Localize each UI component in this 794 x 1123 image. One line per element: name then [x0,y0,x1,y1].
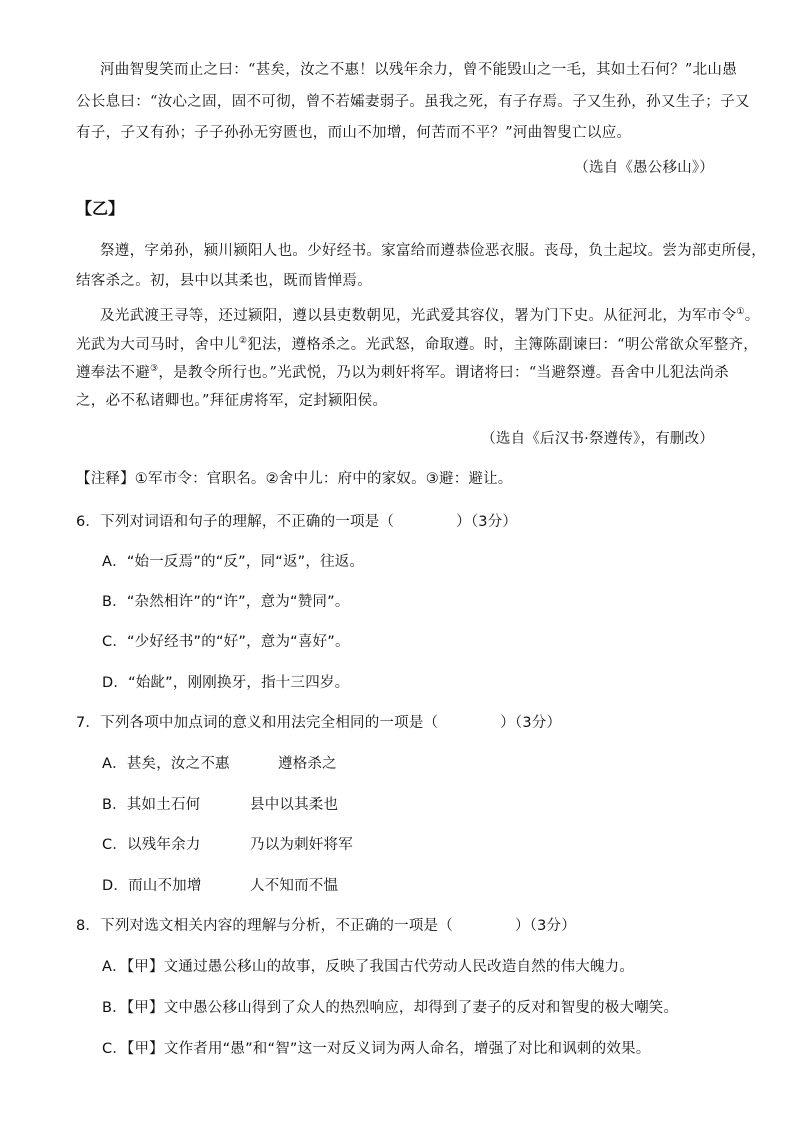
q7-option-c-left: C．以残年余力 [102,837,201,853]
question-6-stem [76,510,517,531]
jia-text-line-3: 有子，子又有孙；子子孙孙无穷匮也，而山不加增，何苦而不平？”河曲智叟亡以应。 [76,125,632,141]
yi-source: （选自《后汉书·祭遵传》，有删改） [481,431,714,447]
footnote-marker-3: ③ [150,364,159,375]
yi-p2-line-3-text-b: ，是教令所行也。”光武悦，乃以为刺奸将军。谓诸将曰：“当避祭遵。吾舍中儿犯法尚杀 [158,365,729,381]
q8-option-a: A．【甲】文通过愚公移山的故事，反映了我国古代劳动人民改造自然的伟大魄力。 [102,959,635,975]
yi-p2-line-2 [76,333,758,354]
q7-option-b-left: B．其如土石何 [102,797,201,813]
q8-option-c: C．【甲】文作者用“愚”和“智”这一对反义词为两人命名，增强了对比和讽刺的效果。 [102,1041,651,1057]
yi-p2-line-1-text: 及光武渡王寻等，还过颍阳，遵以县吏数朝见，光武爱其容仪，署为门下史。从征河北，为军市令 [100,308,737,324]
q6-option-c: C．“少好经书”的“好”，意为“喜好”。 [102,634,350,650]
question-8-score: ）（3分） [514,918,576,934]
yi-p2-line-1 [100,304,760,325]
yi-p2-line-1-end: 。 [744,308,760,324]
q6-option-a: A．“始一反焉”的“反”，同“返”，往返。 [102,554,365,570]
footnote-marker-1: ① [736,307,745,318]
question-8-stem [76,914,576,935]
q7-option-a-left: A．甚矣，汝之不惠 [102,756,230,772]
yi-p2-line-3 [76,361,729,382]
question-8-text: 8．下列对选文相关内容的理解与分析，不正确的一项是（ [76,918,453,934]
question-6-text: 6．下列对词语和句子的理解，不正确的一项是（ [76,514,395,530]
jia-text-line-2: 公长息曰：“汝心之固，固不可彻，曾不若孀妻弱子。虽我之死，有子存焉。子又生孙，孙又生子；子又 [76,94,750,110]
yi-p2-line-2-text-b: 犯法，遵格杀之。光武怒，命取遵。时，主簿陈副谏曰：“明公常欲众军整齐， [247,337,759,353]
q6-option-d: D．“始龀”，刚刚换牙，指十三四岁。 [102,675,350,691]
yi-p1-line-2: 结客杀之。初，县中以其柔也，既而皆惮焉。 [76,273,372,289]
footnote-marker-2: ② [238,336,248,347]
yi-p1-line-1: 祭遵，字弟孙，颍川颍阳人也。少好经书。家富给而遵恭俭恶衣服。丧母，负土起坟。尝为部吏所侵， [100,243,766,259]
annotation-notes: 【注释】①军市令：官职名。②舍中儿：府中的家奴。③避：避让。 [76,471,513,487]
yi-p2-line-2-text-a: 光武为大司马时，舍中儿 [76,337,239,353]
q7-option-c-right: 乃以为刺奸将军 [250,837,353,853]
q7-option-a-right: 遵格杀之 [278,756,337,772]
question-7-score: ）（3分） [500,715,562,731]
yi-p2-line-4: 之，必不私诸卿也。”拜征虏将军，定封颍阳侯。 [76,393,388,409]
jia-text-line-1: 河曲智叟笑而止之曰：“甚矣，汝之不惠！以残年余力，曾不能毁山之一毛，其如土石何？”北山愚 [100,62,738,78]
yi-p2-line-3-text-a: 遵奉法不避 [76,365,150,381]
question-6-score: ）（3分） [456,514,518,530]
q8-option-b: B．【甲】文中愚公移山得到了众人的热烈响应，却得到了妻子的反对和智叟的极大嘲笑。 [102,1000,679,1016]
question-7-text: 7．下列各项中加点词的意义和用法完全相同的一项是（ [76,715,439,731]
question-7-stem [76,711,561,732]
q7-option-b-right: 县中以其柔也 [250,797,339,813]
q6-option-b: B．“杂然相许”的“许”，意为“赞同”。 [102,594,350,610]
q7-option-d-right: 人不知而不愠 [250,878,339,894]
q7-option-d-left: D．而山不加增 [102,878,202,894]
section-heading-yi: 【乙】 [76,199,125,218]
jia-source: （选自《愚公移山》） [574,160,714,176]
